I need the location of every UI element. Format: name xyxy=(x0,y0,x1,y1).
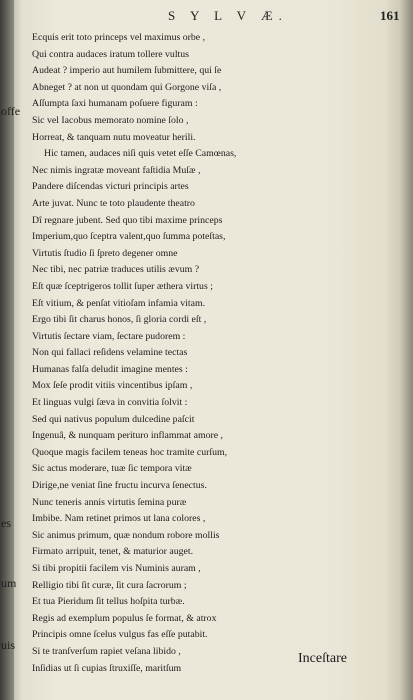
verse-line: Inſidias ut ſi cupias ſtruxiſſe, maritſum xyxy=(32,662,182,674)
verse-line: Regis ad exemplum populus ſe format, & atrox xyxy=(32,612,217,624)
verse-line: Pandere diſcendas victuri principis artes xyxy=(32,181,189,193)
verse-line: Eſt vitium, & penſat vitioſam infamia vitam. xyxy=(32,297,206,309)
verse-line: Virtutis ſectare viam, ſectare pudorem : xyxy=(32,330,186,342)
page-number: 161 xyxy=(380,8,400,23)
verse-line: Principis omne ſcelus vulgus fas eſſe putabit. xyxy=(32,629,208,641)
verse-line: Imbibe. Nam retinet primos ut lana colores , xyxy=(32,513,206,525)
verse-line: Dî regnare jubent. Sed quo tibi maxime princeps xyxy=(32,214,223,226)
verse-line: Abneget ? at non ut quondam qui Gorgone viſa , xyxy=(32,81,222,93)
poem-text xyxy=(32,30,402,677)
verse-line: Non qui fallaci reſidens velamine tectas xyxy=(32,347,188,359)
verse-line: Si tibi propitii facilem vis Numinis auram , xyxy=(32,563,201,574)
verse-line: Quoque magis facilem teneas hoc tramite curſum, xyxy=(32,446,228,458)
verse-line: Nec nimis ingratæ moveant faſtidia Muſæ , xyxy=(32,164,201,176)
verse-line: Virtutis ſtudio ſi ſpreto degener omne xyxy=(32,247,178,259)
verse-line: Sic actus moderare, tuæ ſic tempora vitæ xyxy=(32,463,192,475)
margin-fragment: offe xyxy=(1,104,21,118)
verse-line: Firmato arripuit, tenet, & maturior auget. xyxy=(32,546,194,558)
verse-line: Mox ſeſe prodit vitiis vincentibus ipſam , xyxy=(32,380,193,392)
verse-line: Hic tamen, audaces niſi quis vetet eſſe Camœnas, xyxy=(44,148,237,160)
running-head xyxy=(0,6,413,26)
verse-line: Horreat, & tanquam nutu moveatur herili. xyxy=(32,131,196,143)
verse-line: Eſt quæ ſceptrigeros tollit ſuper æthera virtus ; xyxy=(32,280,213,292)
verse-line: Si te tranſverſum rapiet veſana libido , xyxy=(32,645,181,657)
facing-page-margin xyxy=(0,0,22,700)
verse-line: Sic animus primum, quæ nondum robore mollis xyxy=(32,529,220,541)
verse-line: Relligio tibi ſit curæ, ſit cura ſacrorum ; xyxy=(32,579,187,591)
verse-line: Nec tibi, nec patriæ traduces utilis ævum ? xyxy=(32,264,200,276)
verse-line: Ecquis erit toto princeps vel maximus orbe , xyxy=(32,32,206,43)
verse-line: Ingenuâ, & nunquam perituro inflammat amore , xyxy=(32,430,223,442)
running-title: S Y L V Æ. xyxy=(168,8,288,23)
verse-line: Aſſumpta ſaxi humanam poſuere figuram : xyxy=(32,98,198,110)
verse-line: Humanas falſa deludit imagine mentes : xyxy=(32,363,188,375)
verse-line: Sed qui nativus populum dulcedine paſcit xyxy=(32,413,195,425)
verse-line: Audeat ? imperio aut humilem ſubmittere, qui ſe xyxy=(32,65,222,77)
verse-line: Ergo tibi ſit charus honos, ſi gloria cordi eſt , xyxy=(32,314,207,326)
verse-line: Et tua Pieridum ſit tellus hoſpita turbæ. xyxy=(32,596,185,608)
verse-line: Arte juvat. Nunc te toto plaudente theatro xyxy=(32,197,195,209)
margin-fragment: es xyxy=(1,516,11,530)
verse-line: Qui contra audaces iratum tollere vultus xyxy=(32,48,189,60)
verse-line: Dirige,ne veniat ſine fructu incurva ſenectus. xyxy=(32,480,207,492)
verse-line: Imperium,quo ſceptra valent,quo ſumma poteſtas, xyxy=(32,231,226,243)
verse-line: Sic vel Iacobus memorato nomine ſolo , xyxy=(32,114,189,126)
margin-fragment: um xyxy=(1,576,17,590)
catchword: Inceſtare xyxy=(298,651,347,666)
margin-fragment: uis xyxy=(1,638,16,652)
verse-line: Et linguas vulgi ſæva in convitia ſolvit : xyxy=(32,397,188,409)
verse-line: Nunc teneris annis virtutis ſemina puræ xyxy=(32,496,187,508)
